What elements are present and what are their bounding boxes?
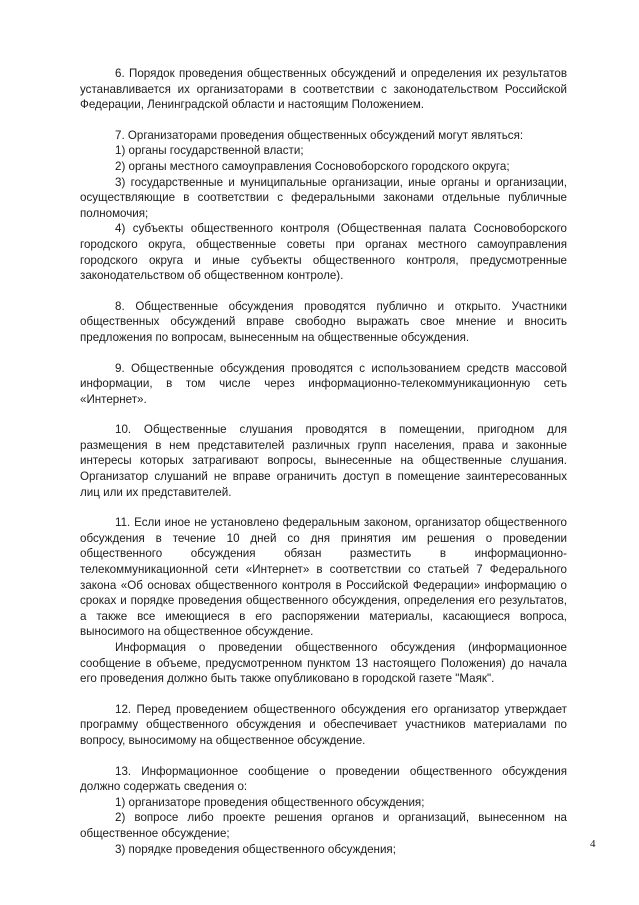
- paragraph-11: 11. Если иное не установлено федеральным законом, организатор общественного обсуждения в течение 10 дней со дня принятия им решения о проведении общественного обсуждения обязан разместить в информационно-телекоммуникационной сети «Интернет» в соответствии со статьей 7 Федерального закона «Об основах общественного контроля в Российской Федерации» информацию о сроках и порядке проведения общественного обсуждения, определения его результатов, а также все имеющиеся в его распоряжении материалы, касающиеся вопроса, выносимого на общественное обсуждение.: [80, 516, 567, 639]
- document-body: [80, 66, 567, 857]
- paragraph-10: 10. Общественные слушания проводятся в помещении, пригодном для размещения в нем представителей различных групп населения, права и законные интересы которых затрагивают вопросы, вынесенные на общественные слушания. Организатор слушаний не вправе ограничить доступ в помещение заинтересованных лиц или их представителей.: [80, 423, 567, 499]
- paragraph-7-item-2: 2) органы местного самоуправления Сосновоборского городского округа;: [115, 159, 510, 173]
- paragraph-7-item-1: 1) органы государственной власти;: [115, 144, 304, 158]
- paragraph-9: 9. Общественные обсуждения проводятся с использованием средств массовой информации, в том числе через информационно-телекоммуникационную сеть «Интернет».: [80, 361, 567, 406]
- paragraph-7-intro: 7. Организаторами проведения общественных обсуждений могут являться:: [115, 128, 524, 142]
- paragraph-13-item-3: 3) порядке проведения общественного обсуждения;: [115, 842, 396, 856]
- paragraph-6: 6. Порядок проведения общественных обсуждений и определения их результатов устанавливается их организаторами в соответствии с законодательством Российской Федерации, Ленинградской области и настоящим Положением.: [80, 67, 567, 112]
- paragraph-7-item-3: 3) государственные и муниципальные организации, иные органы и организации, осуществляющие в соответствии с федеральными законами отдельные публичные полномочия;: [80, 175, 567, 220]
- page-number: 4: [590, 838, 596, 850]
- paragraph-11-continuation: Информация о проведении общественного обсуждения (информационное сообщение в объеме, предусмотренном пунктом 13 настоящего Положения) до начала его проведения должно быть также опубликовано в городской газете "Маяк".: [80, 641, 567, 686]
- paragraph-13-item-2: 2) вопросе либо проекте решения органов и организаций, вынесенном на общественное обсуждение;: [80, 811, 567, 840]
- paragraph-7-item-4: 4) субъекты общественного контроля (Общественная палата Сосновоборского городского округа, общественные советы при органах местного самоуправления городского округа и иные субъекты общественного контроля, предусмотренные законодательством об общественном контроле).: [80, 222, 567, 283]
- paragraph-13-item-1: 1) организаторе проведения общественного обсуждения;: [115, 795, 425, 809]
- paragraph-8: 8. Общественные обсуждения проводятся публично и открыто. Участники общественных обсуждений вправе свободно выражать свое мнение и вносить предложения по вопросам, вынесенным на общественные обсуждения.: [80, 299, 567, 344]
- paragraph-12: 12. Перед проведением общественного обсуждения его организатор утверждает программу общественного обсуждения и обеспечивает участников материалами по вопросу, выносимому на общественное обсуждение.: [80, 702, 567, 747]
- paragraph-13-intro: 13. Информационное сообщение о проведении общественного обсуждения должно содержать сведения о:: [80, 764, 567, 794]
